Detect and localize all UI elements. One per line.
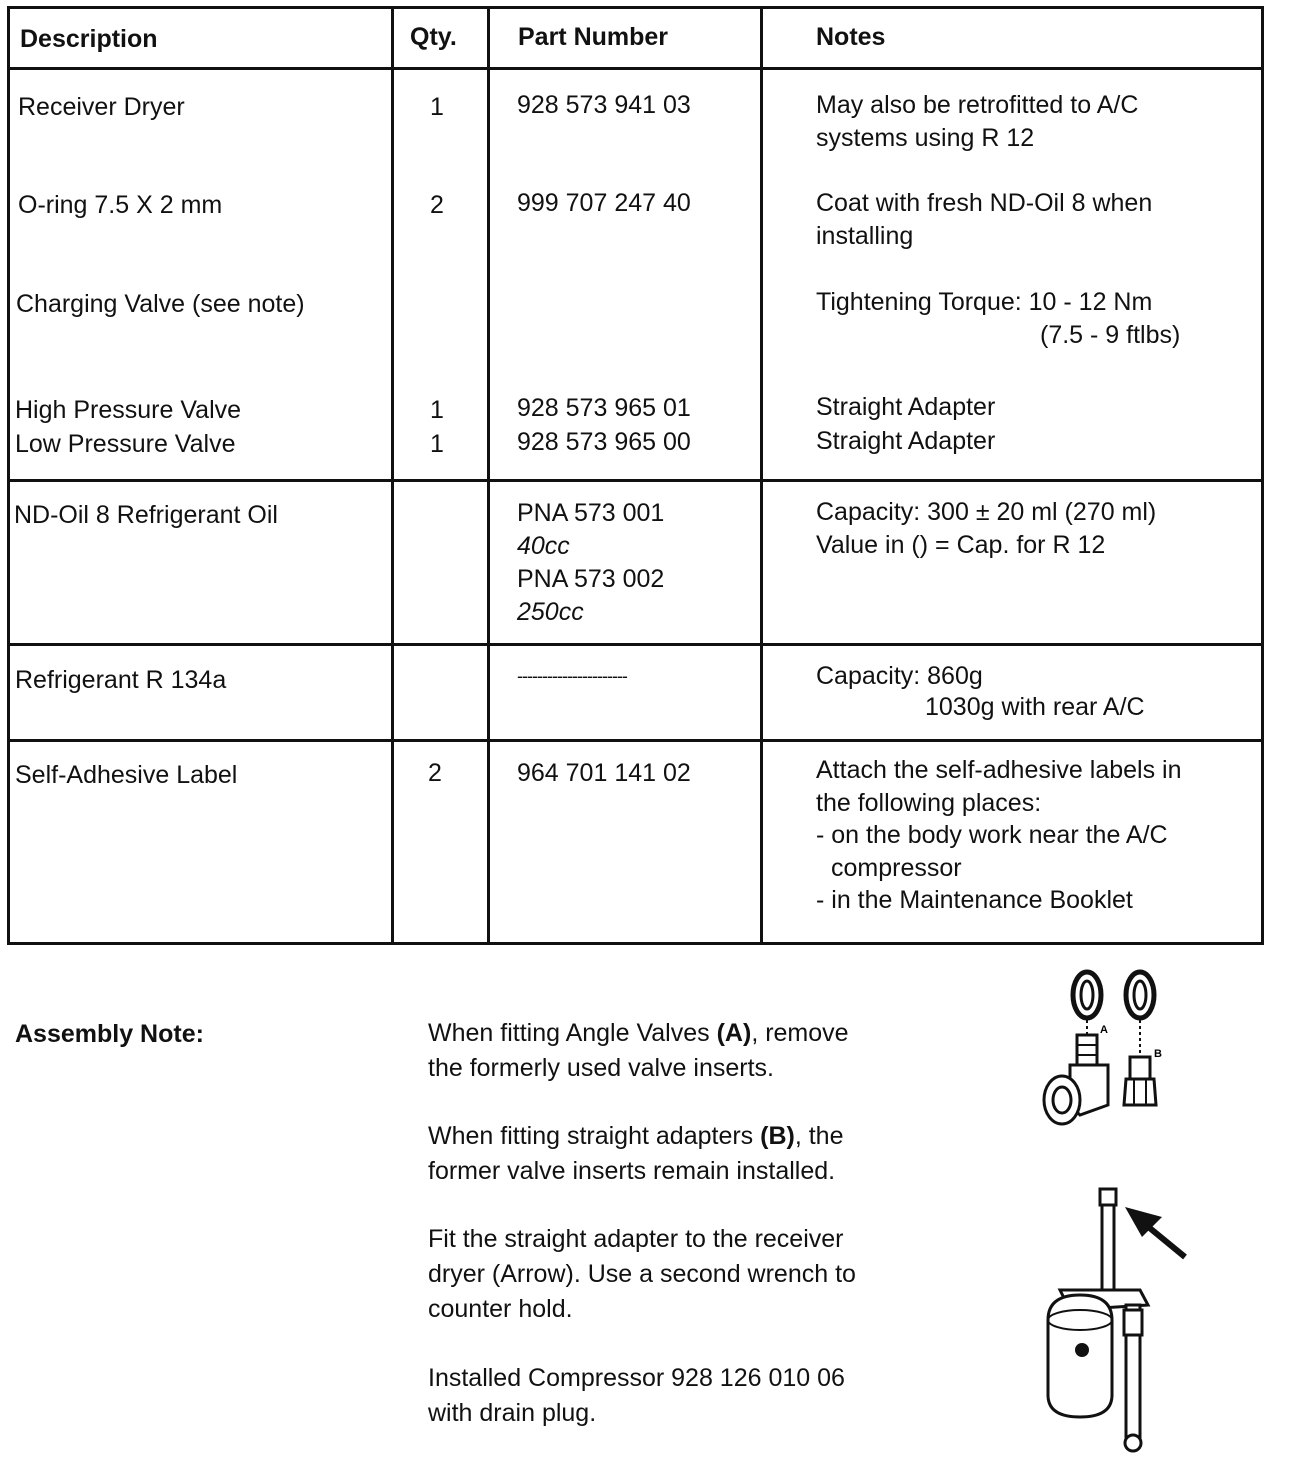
- cell-description: Receiver Dryer: [18, 93, 185, 121]
- cell-description: Charging Valve (see note): [16, 290, 305, 318]
- cell-note-line: 1030g with rear A/C: [925, 693, 1145, 721]
- cell-qty: 2: [428, 759, 442, 787]
- assembly-paragraph-2: [428, 1119, 844, 1189]
- cell-description: O-ring 7.5 X 2 mm: [18, 191, 223, 219]
- cell-part-number: 964 701 141 02: [517, 759, 691, 787]
- cell-note-line: - on the body work near the A/C: [816, 821, 1168, 849]
- cell-part-size: 40cc: [517, 532, 570, 560]
- cell-note-line: Attach the self-adhesive labels in: [816, 756, 1182, 784]
- column-divider: [487, 9, 490, 942]
- cell-part-size: 250cc: [517, 598, 584, 626]
- header-description: Description: [20, 25, 158, 53]
- header-divider: [10, 67, 1261, 70]
- cell-qty: 1: [430, 93, 444, 121]
- p1-text-end: , remove: [751, 1019, 849, 1047]
- cell-part-number: 928 573 965 00: [517, 428, 691, 456]
- p3-line: Fit the straight adapter to the receiver: [428, 1225, 844, 1253]
- cell-note-line: Coat with fresh ND-Oil 8 when: [816, 189, 1153, 217]
- receiver-dryer-illustration: [1030, 1185, 1210, 1460]
- cell-note-line: Capacity: 300 ± 20 ml (270 ml): [816, 498, 1157, 526]
- p2-bold: (B): [760, 1122, 795, 1150]
- cell-note-line: Value in () = Cap. for R 12: [816, 531, 1106, 559]
- cell-description: Low Pressure Valve: [15, 430, 236, 458]
- cell-note-line: May also be retrofitted to A/C: [816, 91, 1139, 119]
- label-b: B: [1154, 1048, 1162, 1060]
- cell-note-line: installing: [816, 222, 914, 250]
- cell-note-line: systems using R 12: [816, 124, 1035, 152]
- cell-note-line: Straight Adapter: [816, 427, 996, 455]
- cell-note-line: (7.5 - 9 ftlbs): [1040, 321, 1181, 349]
- cell-part-number: 999 707 247 40: [517, 189, 691, 217]
- cell-note-line: Straight Adapter: [816, 393, 996, 421]
- column-divider: [760, 9, 763, 942]
- cell-qty: 1: [430, 430, 444, 458]
- p2-text: When fitting straight adapters: [428, 1122, 761, 1150]
- cell-part-number: 928 573 941 03: [517, 91, 691, 119]
- cell-note-line: Capacity: 860g: [816, 662, 983, 690]
- p2-text-end: , the: [794, 1122, 844, 1150]
- label-a: A: [1100, 1024, 1108, 1036]
- p1-text: When fitting Angle Valves: [428, 1019, 717, 1047]
- header-qty: Qty.: [410, 23, 457, 51]
- assembly-note-label: Assembly Note:: [15, 1020, 204, 1048]
- cell-note-line: the following places:: [816, 789, 1042, 817]
- cell-part-number: PNA 573 002: [517, 565, 665, 593]
- assembly-paragraph-4: [428, 1361, 845, 1431]
- row-divider: [10, 739, 1261, 742]
- p3-line: dryer (Arrow). Use a second wrench to: [428, 1260, 856, 1288]
- cell-note-line: - in the Maintenance Booklet: [816, 886, 1133, 914]
- cell-description: ND-Oil 8 Refrigerant Oil: [14, 501, 278, 529]
- cell-note-line: compressor: [831, 854, 962, 882]
- p2-line2: former valve inserts remain installed.: [428, 1157, 836, 1185]
- row-divider: [10, 643, 1261, 646]
- p1-line2: the formerly used valve inserts.: [428, 1054, 774, 1082]
- assembly-paragraph-1: [428, 1016, 849, 1086]
- cell-part-number-dash: ----------------------: [517, 666, 627, 686]
- cell-part-number: 928 573 965 01: [517, 394, 691, 422]
- parts-table: [7, 6, 1264, 945]
- cell-qty: 1: [430, 396, 444, 424]
- assembly-paragraph-3: [428, 1222, 856, 1327]
- arrow-icon: [1125, 1207, 1185, 1257]
- cell-part-number: PNA 573 001: [517, 499, 665, 527]
- p4-line: with drain plug.: [428, 1399, 597, 1427]
- p3-line: counter hold.: [428, 1295, 573, 1323]
- cell-description: High Pressure Valve: [15, 396, 242, 424]
- cell-description: Self-Adhesive Label: [15, 761, 238, 789]
- p1-bold: (A): [716, 1019, 752, 1047]
- valve-illustration: [1030, 965, 1200, 1135]
- row-divider: [10, 479, 1261, 482]
- cell-note-line: Tightening Torque: 10 - 12 Nm: [816, 288, 1153, 316]
- cell-description: Refrigerant R 134a: [15, 666, 227, 694]
- header-part-number: Part Number: [518, 23, 669, 51]
- p4-line: Installed Compressor 928 126 010 06: [428, 1364, 845, 1392]
- column-divider: [391, 9, 394, 942]
- header-notes: Notes: [816, 23, 886, 51]
- cell-qty: 2: [430, 191, 444, 219]
